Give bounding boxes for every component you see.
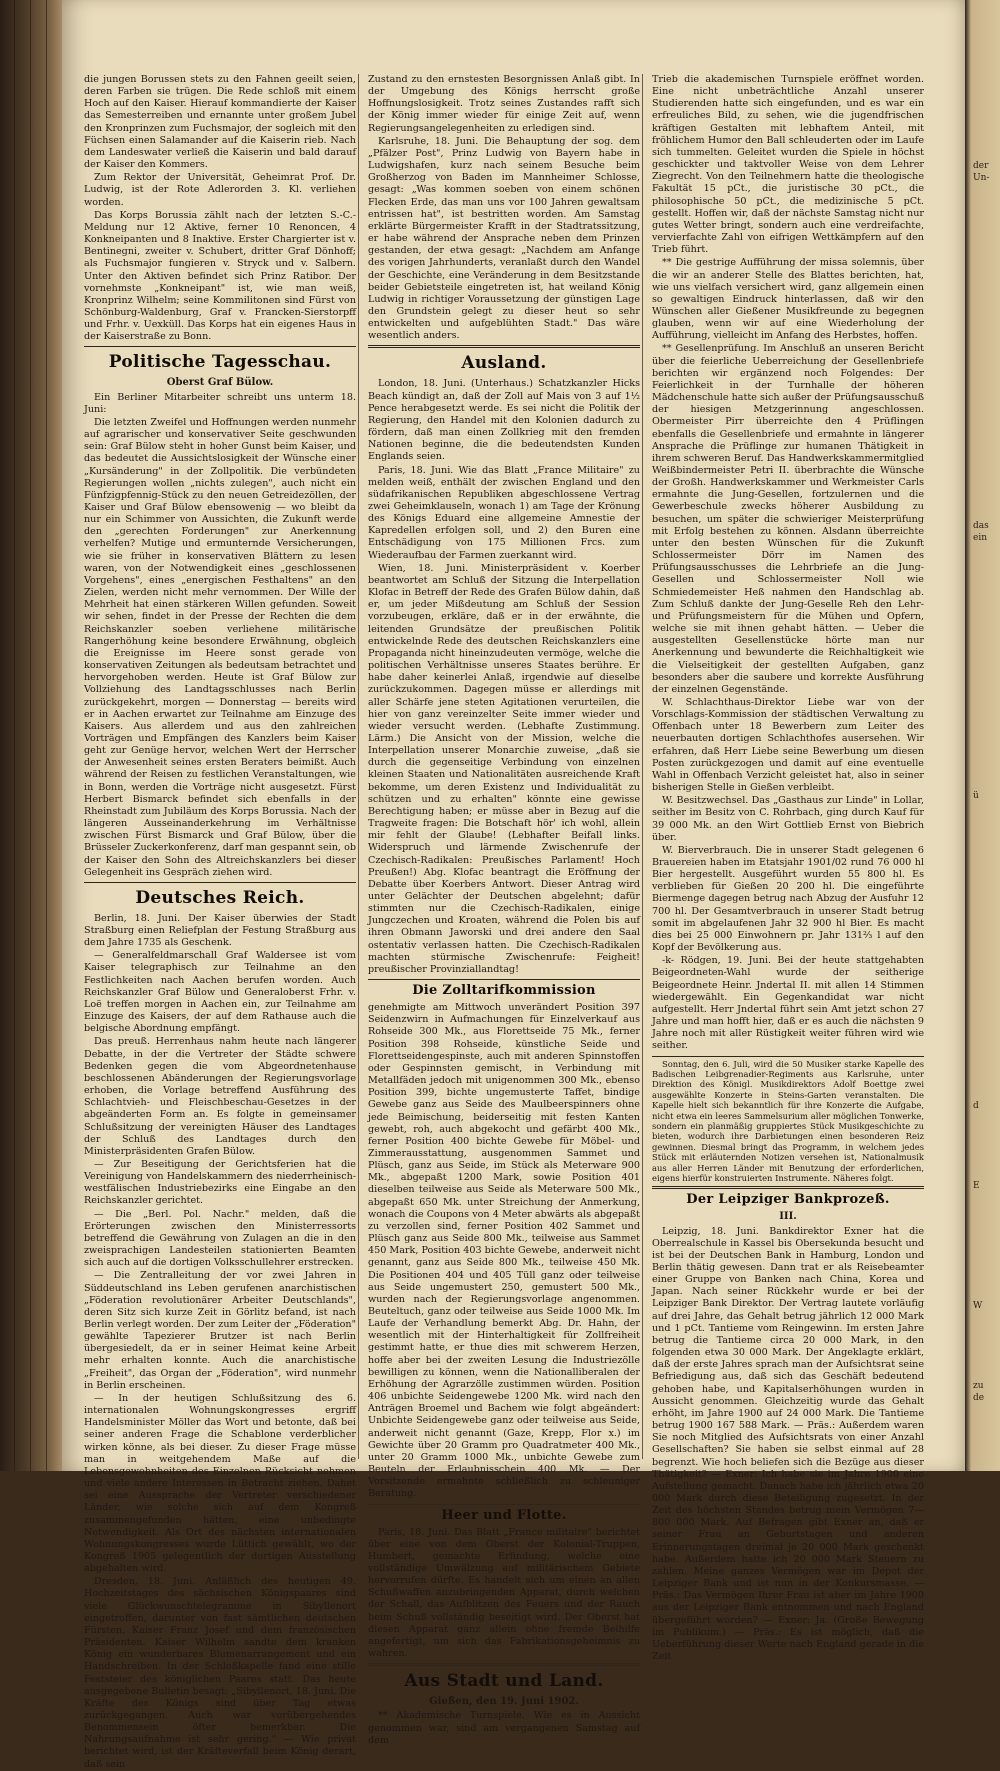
article-foederation: — Die Zentralleitung der vor zwei Jahren in Süddeutschland ins Leben gerufenen anarchistischen „Föderation revolutionärer Arbeiter Deutschlands", deren Sitz sich kurze Zeit in Görlitz befand, ist nach Berlin verlegt worden. Der zum Leiter der „Föderation" gewählte Tapezierer Brutzer ist nach Berlin übergesiedelt, da er in seiner Heimat keine Arbeit mehr erhalten konnte. Auch die anarchistische „Freiheit", das Organ der „Föderation", wird nunmehr in Berlin erscheinen.: [84, 1270, 356, 1391]
edge-fragment: ü: [973, 791, 979, 801]
edge-fragment: W: [973, 1301, 983, 1311]
article-heer: Paris, 18. Juni. Das Blatt „France militaire" berichtet über eine von dem Oberst der Kolonial-Truppen, Humbert, gemachte Erfindung, welche eine vollständige Umwälzung auf militärischem Gebiete hervorrufen dürfte. Es handelt sich um einen an allen Schußwaffen anzubringenden Apparat, durch welchen der Schall, das Aufblitzen des Feuers und der Rauch beim Schuß vollständig beseitigt wird. Der Oberst hat diesen Apparat ganz allein ohne fremde Beihilfe angefertigt, um sich das Fabrikationsgeheimnis zu wahren.: [368, 1526, 640, 1660]
article-berlin: Berlin, 18. Juni. Der Kaiser überwies der Stadt Straßburg einen Reliefplan der Festung Straßburg aus dem Jahre 1735 als Geschenk.: [84, 912, 356, 949]
section-divider: [368, 1504, 640, 1505]
article-london: London, 18. Juni. (Unterhaus.) Schatzkanzler Hicks Beach kündigt an, daß der Zoll auf Mais von 3 auf 1½ Pence herabgesetzt werde. Es sei nicht die Politik der Regierung, den Handel mit den Kolonien dadurch zu fördern, daß man einen Zollkrieg mit den fremden Nationen beginne, die die bedeutendsten Kunden Englands seien.: [368, 378, 640, 463]
article-gerichtsferien: — Zur Beseitigung der Gerichtsferien hat die Vereinigung von Handelskammern des niederrheinisch-westfälischen Industriebezirks eine Eingabe an den Reichskanzler gerichtet.: [84, 1158, 356, 1207]
article-dresden: Dresden, 18. Juni. Anläßlich des heutigen 49. Hochzeitstages des sächsischen Königspaares sind viele Glückwunschtelegramme in Sibyllenort eingetroffen, darunter von fast sämtlichen deutschen Fürsten, Kaiser Franz Josef und dem französischen Präsidenten. Kaiser Wilhelm sandte dem kranken König ein wunderbares Blumenarrangement und ein Handschreiben. In der Schloßkapelle fand eine stille Feststeier des königlichen Paares statt. Das heute ausgegebene Bulletin besagt: „Sibyllenort, 18. Juni. Die Kräfte des Königs sind über Tag etwas zurückgegangen. Auch war vorübergehendes Benommensein öfter bemerkbar. Die Nahrungsaufnahme ist sehr gering." — Wie privat berichtet wird, ist der Kräfteverfall beim König derart, daß sein: [84, 1576, 356, 1770]
section-heading-zolltarif: Die Zolltarifkommission: [412, 983, 596, 999]
section-heading-stadt: Aus Stadt und Land.: [404, 1671, 604, 1692]
column-left: [84, 74, 356, 1770]
column-rule: [358, 74, 359, 1459]
column-right: [652, 74, 924, 1662]
article-buelow: Die letzten Zweifel und Hoffnungen werden nunmehr auf agrarischer und konservativer Seite geschwunden sein: Graf Bülow steht in hoher Gunst beim Kaiser, und das bedeutet die Aussichtslosigkeit der Wünsche einer „Kursänderung" in der Zollpolitik. Die verbündeten Regierungen wollen „nichts zulegen", auch nicht ein Fünfzigpfennig-Stück zu den neuen Getreidezöllen, der Kaiser und Graf Bülow ebensowenig — wo bleibt da nur ein Schimmer von Aussichten, die Zukunft werde den „gerechten Forderungen" zur Anerkennung verhelfen? Mutige und ermunternde Versicherungen, wie sie früher in konservativen Blättern zu lesen waren, von der Notwendigkeit eines „geschlossenen Vorgehens", eines „energischen Festhaltens" an den Zielen, werden nicht mehr vernommen. Der Wille der Mehrheit hat einen stärkeren Willen gefunden. Soweit wir sehen, findet in der Presse der Rechten die dem Reichskanzler soeben verliehene militärische Rangerhöhung keine besondere Erwähnung, obgleich die Ereignisse im Heere sonst gerade von konservativen Zeitungen als bedeutsam betrachtet und hervorgehoben werden. Heute ist Graf Bülow zur Vollziehung des Landtagsschlusses nach Berlin zurückgekehrt, morgen — Donnerstag — bereits wird er in Aachen erwartet zur Teilnahme am Einzuge des Kaisers. Aus allerdem und aus den zahlreichen Vorträgen und Empfängen des Kanzlers beim Kaiser geht zur Genüge hervor, welchen Wert der Herrscher der Anwesenheit seines ersten Beraters beimißt. Auch während der Reisen zu festlichen Veranstaltungen, wie in Bonn, werden die Vorträge nicht ausgesetzt. Fürst Herbert Bismarck befindet sich ebenfalls in der Rheinstadt zum Jubiläum des Korps Borussia. Nach der längeren Ausseinanderkehrung im Verhältnisse zwischen Fürst Bismarck und Graf Bülow, über die Brüsseler Zuckerkonferenz, darf man gespannt sein, ob der Kaiser den Sohn des Altreichskanzlers bei dieser Gelegenheit ins Gespräch ziehen wird.: [84, 416, 356, 878]
edge-fragment: ein: [973, 533, 988, 543]
edge-fragment: zu: [973, 1381, 984, 1391]
subheading-buelow: Oberst Graf Bülow.: [166, 377, 274, 389]
section-divider: [84, 882, 356, 883]
section-divider: [368, 345, 640, 348]
section-divider: [368, 1663, 640, 1666]
article-zolltarif: genehmigte am Mittwoch unverändert Position 397 Seidenzwirn in Aufmachungen für Einzelverkauf aus Rohseide 300 Mk., aus Florettseide 75 Mk., ferner Position 398 Rohseide, künstliche Seide und Florettseidengespinste, auch mit anderen Spinnstoffen oder Gespinnsten gemischt, in Verbindung mit Metallfäden jedoch mit unigenommen 300 Mk., ebenso Position 399, bichte ungemusterte Taffet, bindige Gewebe ganz aus Seide des Maulbeerspinners ohne jede Beimischung, beiderseitig mit festen Kanten gewebt, roh, auch abgekocht und gefärbt 400 Mk., ferner Position 400 bichte Gewebe für Möbel- und Zimmerausstattung, ausgenommen Sammet und Plüsch, ganz aus Seide, im Stück als Meterware 900 Mk., abgepaßt 1200 Mark, sowie Position 401 dieselben teilweise aus Seide als Meterware 500 Mk., abgepaßt 650 Mk. unter Streichung der Anmerkung, wonach die Coupons von 4 Meter abwärts als abgepaßt zu verzollen sind, ferner Position 402 Sammet und Plüsch ganz aus Seide 800 Mk., teilweise aus Sammet 450 Mark, Position 403 bichte Gewebe, anderweit nicht genannt, ganz aus Seide 800 Mk., teilweise 450 Mk. Die Positionen 404 und 405 Tüll ganz oder teilweise aus Seide ungemustert 250, gemustert 500 Mk., wurden nach der Regierungsvorlage angenommen. Beuteltuch, ganz oder teilweise aus Seide 1000 Mk. Im Laufe der Verhandlung bemerkt Abg. Dr. Hahn, der wesentlich mit der Hinterhaltigkeit für Zollfreiheit gestimmt hatte, er thue dies mit schwerem Herzen, hoffe aber bei der zweiten Lesung die Industriezölle bewilligen zu können, wenn die Nationalliberalen der Erhöhung der Agrarzölle zustimmen würden. Position 406 unbichte Seidengewebe 1200 Mk. wird nach den Anträgen Broemel und Bachem wie folgt abgeändert: Unbichte Seidengewebe ganz oder teilweise aus Seide, anderweit nicht genannt (Gaze, Krepp, Flor x.) im Gewichte über 20 Gramm pro Quadratmeter 400 Mk., unter 20 Gramm 1000 Mk., unbichte Gewebe zum Beuteln der Erlaubnisschein 400 Mk. — Der Vorsitzende ermahnte schließlich zu schleuniger Beratung.: [368, 1002, 640, 1500]
section-divider: [652, 1186, 924, 1189]
edge-fragment: E: [973, 1181, 980, 1191]
section-divider: [368, 979, 640, 980]
column-rule: [642, 74, 643, 1459]
notice-konzert: Sonntag, den 6. Juli, wird die 50 Musiker starke Kapelle des Badischen Leibgrenadier-Regiments aus Karlsruhe, unter Direktion des Königl. Musikdirektors Adolf Boettge zwei ausgewählte Konzerte in Steins-Garten veranstalten. Die Kapelle hielt sich bekanntlich für ihre Konzerte die Aufgabe, nicht etwa ein leeres Sammelsurium aller möglichen Tonwerke, sondern ein planmäßig gruppiertes Stück Musikgeschichte zu bieten, wodurch ihre Darbietungen einen besonderen Reiz gewinnen. Diesmal bringt das Programm, in welchem jedes Stück mit erläuternden Notizen versehen ist, Nationalmusik aus aller Herren Länder mit Benutzung der erforderlichen, eigens hierfür konstruierten Instrumente. Näheres folgt.: [652, 1058, 924, 1183]
article-turnspiele-cont: Trieb die akademischen Turnspiele eröffnet worden. Eine nicht unbeträchtliche Anzahl unserer Studierenden hatte sich eingefunden, und es war ein erfreuliches Bild, zu sehen, wie die jugendfrischen kräftigen Gestalten mit lebhaftem Anteil, mit fröhlichem Humor den Ball schleuderten oder im Laufe sich tummelten. Geleitet wurden die Spiele in höchst geschickter und taktvoller Weise von dem Lehrer Ziegrecht. Von den Teilnehmern hatte die theologische Fakultät 15 pCt., die juristische 30 pCt., die philosophische 50 pCt., die medizinische 5 pCt. gestellt. Hoffen wir, daß der nächste Samstag nicht nur gutes Wetter bringt, sondern auch eine verdreifachte, vervierfachte Zahl von eifrigen Wettkämpfern auf den Trieb führt.: [652, 74, 924, 256]
section-heading-politik: Politische Tagesschau.: [108, 352, 332, 373]
section-heading-heer: Heer und Flotte.: [441, 1507, 567, 1523]
article-schlachthaus: W. Schlachthaus-Direktor Liebe war von der Vorschlags-Kommission der städtischen Verwaltung zu Offenbach unter 18 Bewerbern zum Leiter des neuerbauten dortigen Schlachthofes ausersehen. Wir erfahren, daß Herr Liebe seine Bewerbung um diesen Posten zurückgezogen und damit auf eine eventuelle Wahl in Offenbach Verzicht geleistet hat, also in seiner bisherigen Stelle in Gießen verbleibt.: [652, 696, 924, 794]
article-borussia-end: die jungen Borussen stets zu den Fahnen geeilt seien, deren Farben sie trügen. Die Rede schloß mit einem Hoch auf den Kaiser. Hierauf kommandierte der Kaiser das Semesterreiben und ernannte unter großem Jubel den Kronprinzen zum Fuchsmajor, der sogleich mit den Füchsen einen Salamander auf die Kaiserin rieb. Nach dem Landeswater verließ die Kaiserin und bald darauf der Kaiser den Kommers.: [84, 74, 356, 171]
adjacent-page-edge: [965, 0, 1000, 1471]
edge-fragment: de: [973, 1393, 985, 1403]
article-wohnungskongress: — In der heutigen Schlußsitzung des 6. internationalen Wohnungskongresses ergriff Handelsminister Möller das Wort und betonte, daß bei seiner anderen Frage die Schablone verderblicher wirken könne, als bei dieser. Zu dieser Frage müsse man in weitgehendem Maße auf die Lebensgewohnheiten des Einzelnen Rücksicht nehmen und viele andere Interessen in Betracht ziehen. Dahet sei eine Aussprache der Vertreter verschiedener Länder, wie solche sich auf dem Kongreß zusammengefunden hätten, eine unbedingte Notwendigkeit. Als Ort des nächsten internationalen Wohnungskongresses wurde Lüttich gewählt, wo der Kongreß 1905 gelegentlich der dortigen Ausstellung abgehalten wird.: [84, 1392, 356, 1575]
article-gesellenpruefung: ** Gesellenprüfung. Im Anschluß an unseren Bericht über die feierliche Ueberreichung der Gesellenbriefe berichten wir ergänzend noch Folgendes: Der Feierlichkeit in der Turnhalle der höheren Mädchenschule hatte sich außer der Prüfungsausschuß der hiesigen Metzgerinnung angeschlossen. Obermeister Pirr überreichte den 4 Prüflingen ebenfalls die Gesellenbriefe und ermahnte in längerer Ansprache die Prüflinge zur humanen Thätigkeit in ihrem schweren Beruf. Das Handwerkskammermitglied Weißbindermeister Petri II. überbrachte die Wünsche der Großh. Handwerkskammer und Werkmeister Carls ermahnte die Jung-Gesellen, fortzulernen und die Gewerbeschule zwecks höherer Ausbildung zu besuchen, um später die schwieriger Meisterprüfung mit Erfolg bestehen zu können. Alsdann überreichte unter den besten Wünschen für die Zukunft Schlossermeister Dörr im Namen des Prüfungsausschusses die Lehrbriefe an die Jung-Gesellen und Schlossermeister Noll wie Schmiedemeister Heß nahmen den Handschlag ab. Zum Schluß dankte der Jung-Geselle Reh den Lehr- und Prüfungsmeistern für die Mühen und Opfern, welche sie mit ihnen gehabt hätten. — Ueber die ausgestellten Gesellenstücke hörte man nur Anerkennung und bewunderte die Reichhaltigkeit wie die Vielseitigkeit der gestellten Aufgaben, ganz besonders aber die saubere und korrekte Ausführung der einzelnen Gegenstände.: [652, 343, 924, 695]
article-leipzig: Leipzig, 18. Juni. Bankdirektor Exner hat die Oberrealschule in Kassel bis Obersekunda besucht und ist bei der Deutschen Bank in Hamburg, London und Berlin thätig gewesen. Dann trat er als Reisebeamter einer Gruppe von Banken nach China, Korea und Japan. Nach seiner Rückkehr wurde er bei der Leipziger Bank Direktor. Der Vertrag lautete vorläufig auf drei Jahre, das Gehalt betrug jährlich 12 000 Mark und 1 pCt. Tantieme vom Reingewinn. Im ersten Jahre betrug die Tantieme circa 20 000 Mark, in den folgenden etwa 30 000 Mark. Der Angeklagte erklärt, daß der erste Jahres sprach man der Aufsichtsrat seine Befriedigung aus, daß sich das Geschäft bedeutend gehoben habe, und Kapitalserhöhungen wurden in Aussicht genommen. Gleichzeitig wurde das Gehalt erhöht, im Jahre 1900 auf 24 000 Mark. Die Tantieme betrug 1900 167 588 Mark. — Präs.: Außerdem waren Sie noch Mitglied des Aufsichtsrats von einer Anzahl Gesellschaften? Sie haben sie selbst einmal auf 28 begrenzt. Wie hoch beliefen sich die Bezüge aus dieser Thätigkeit? — Exner: Ich habe sie im Jahre 1900 eine Aufstellung gemacht. Danach habe ich jährlich etwa 20 000 Mark durch diese Beteiligung zugesetzt. In der Zeit des höchsten Standes betrug mein Vermögen 7—800 000 Mark. Auf Befragen gibt Exner an, daß er seiner Frau an Geburtstagen und anderen Erinnerungstagen dreimal je 20 000 Mark geschenkt habe. Außerdem hatte ich 20 000 Mark Steuern zu zahlen. Meine ganzes Vermögen war im Depot der Leipziger Bank und ist nun in der Konkursmasse. — Präs.: Das Vermögen Ihrer Frau ist aber im Jahre 1900 aus der Leipziger Bank entnommen und nach England übergeführt worden? — Exner: Ja. (Große Bewegung im Publikum.) — Präs.: Es ist möglich, daß die Ueberführung dieser Werte nach England gerade in die Zeit: [652, 1225, 924, 1662]
article-herrenhaus: Das preuß. Herrenhaus nahm heute nach längerer Debatte, in der die Vertreter der Städte schwere Bedenken gegen die vom Abgeordnetenhause beschlossenen Abänderungen der Regierungsvorlage erhoben, die Vorlage betreffend Ausführung des Schlachtvieh- und Fleischbeschau-Gesetzes in der abgeänderten Form an. Es folgte in gemeinsamer Schlußsitzung der vereinigten Häuser des Landtages der Schluß des Landtages durch den Ministerpräsidenten Grafen Bülow.: [84, 1036, 356, 1157]
subheading-part-iii: III.: [779, 1211, 797, 1223]
article-paris: Paris, 18. Juni. Wie das Blatt „France Militaire" zu melden weiß, enthält der zwischen England und den südafrikanischen Republiken abgeschlossene Vertrag zwei Geheimklauseln, wonach 1) am Tage der Krönung des Königs Eduard eine allgemeine Amnestie der Kapredellen erfolgen soll, und 2) den Buren eine Entschädigung von 175 Millionen Frcs. zum Wiederaufbau der Farmen zuerkannt wird.: [368, 464, 640, 561]
edge-fragment: Un-: [973, 173, 990, 183]
section-heading-bankprozess: Der Leipziger Bankprozeß.: [686, 1192, 890, 1208]
section-heading-reich: Deutsches Reich.: [135, 887, 305, 908]
edge-fragment: d: [973, 1101, 979, 1111]
article-waldersee: — Generalfeldmarschall Graf Waldersee ist vom Kaiser telegraphisch zur Teilnahme an den Festlichkeiten nach Aachen berufen worden. Auch Reichskanzler Graf Bülow und Generaloberst Frhr. v. Loë treffen morgen in Aachen ein, zur Teilnahme am Einzuge des Kaisers, der auf dem Rathause auch die belgische Abordnung empfängt.: [84, 950, 356, 1035]
article-koenig-zustand: Zustand zu den ernstesten Besorgnissen Anlaß gibt. In der Umgebung des Königs herrscht große Hoffnungslosigkeit. Trotz seines Zustandes rafft sich der König immer wieder für einige Zeit auf, wenn Regierungsangelegenheiten zu erledigen sind.: [368, 74, 640, 134]
article-turnspiele: ** Akademische Turnspiele. Wie es in Aussicht genommen war, sind am vergangenen Samstag auf dem: [368, 1710, 640, 1746]
article-karlsruhe: Karlsruhe, 18. Juni. Die Behauptung der sog. dem „Pfälzer Post", Prinz Ludwig von Bayern habe in Ludwigshafen, kurz nach seinem Besuche beim Großherzog von Baden im Mannheimer Schlosse, gesagt: „Was kommen soeben von einem schönen Flecken Erde, das man uns vor 100 Jahren gewaltsam entrissen hat", ist bestritten worden. Am Samstag erklärte Bürgermeister Krafft in der Stadtratssitzung, er habe während der Ansprache neben dem Prinzen gestanden, der etwa gesagt: „Nachdem am Anfange des vorigen Jahrhunderts, veranlaßt durch den Wandel der Geschichte, eine Veränderung in dem Besitzstande beider Gebietsteile eingetreten ist, hat weiland König Ludwig in richtiger Voraussetzung der günstigen Lage den Grundstein gelegt zu dieser heut so sehr entwickelten und aufgeblühten Stadt." Das wäre wesentlich anders.: [368, 135, 640, 342]
edge-fragment: das: [973, 521, 989, 531]
column-middle: [368, 74, 640, 1746]
article-berliner: Ein Berliner Mitarbeiter schreibt uns unterm 18. Juni:: [84, 391, 356, 415]
article-besitzwechsel: W. Besitzwechsel. Das „Gasthaus zur Linde" in Lollar, seither im Besitz von C. Rohrbach, ging durch Kauf für 39 000 Mk. an den Wirt Gottlieb Ernst von Biebrich über.: [652, 795, 924, 843]
article-korps-borussia: Das Korps Borussia zählt nach der letzten S.-C.-Meldung nur 12 Aktive, ferner 10 Renoncen, 4 Konkneipanten und 8 Inaktive. Erster Chargierter ist v. Bentinegni, zweiter v. Schubert, dritter Graf Dönhoff; als Fuchsmajor fungieren v. Stryck und v. Salbern. Unter den Aktiven befindet sich Prinz Ratibor. Der vornehmste „Konkneipant" ist, wie man weiß, Kronprinz Wilhelm; seine Kommilitonen sind Fürst von Schönburg-Waldenburg, Graf v. Francken-Sierstorpff und Frhr. v. Uexküll. Das Korps hat ein eigenes Haus in der Kaiserstraße zu Bonn.: [84, 209, 356, 343]
article-missa: ** Die gestrige Aufführung der missa solemnis, über die wir an anderer Stelle des Blattes berichten, hat, wie uns vielfach versichert wird, ganz allgemein einen so gewaltigen Eindruck hinterlassen, daß wir den Wünschen aller Gießener Musikfreunde zu begegnen glauben, wenn wir auf eine Wiederholung der Aufführung, vielleicht im Anfang des Herbstes, hoffen.: [652, 257, 924, 342]
section-divider: [652, 1056, 924, 1057]
book-spine: [0, 0, 62, 1471]
section-heading-ausland: Ausland.: [461, 353, 547, 374]
article-bierverbrauch: W. Bierverbrauch. Die in unserer Stadt gelegenen 6 Brauereien haben im Etatsjahr 1901/02 rund 76 000 hl Bier hergestellt. Ausgeführt wurden 55 800 hl. Es verblieben für Gießen 20 200 hl. Die eingeführte Biermenge dagegen betrug nach Abzug der Ausfuhr 12 700 hl. Der Gesamtverbrauch in unserer Stadt betrug somit im abgelaufenen Jahr 32 900 hl Bier. Es macht dies bei 25 000 Einwohnern pr. Jahr 131⅔ l auf den Kopf der Bevölkerung aus.: [652, 844, 924, 954]
section-divider: [84, 346, 356, 347]
article-roedgen: -k- Rödgen, 19. Juni. Bei der heute stattgehabten Beigeordneten-Wahl wurde der seitherige Beigeordnete Heinr. Jndertal II. mit allen 14 Stimmen wiedergewählt. Ein Gegenkandidat war nicht aufgestellt. Herr Jndertal führt sein Amt jetzt schon 27 Jahre und man hofft hier, daß er es auch die nächsten 9 Jahre noch mit aller Rüstigkeit weiter führen wird wie seither.: [652, 955, 924, 1052]
dateline-giessen: Gießen, den 19. Juni 1902.: [429, 1696, 579, 1708]
article-wien: Wien, 18. Juni. Ministerpräsident v. Koerber beantwortet am Schluß der Sitzung die Interpellation Klofac in Betreff der Rede des Grafen Bülow dahin, daß er, um jeder Mißdeutung am Schluß der Session vorzubeugen, erkläre, daß er in der erwähnte, die leitenden Grundsätze der preußischen Politik entwickelnde Rede des deutschen Reichskanzlers eine Propaganda nicht hineinzudeuten vermöge, welche die politischen Verhältnisse unseres Staates berühre. Er habe daher keinerlei Anlaß, irgendwie auf dieselbe zurückzukommen. Dagegen müsse er allerdings mit aller Schärfe jene steten Agitationen verurteilen, die hier von ganz vereinzelter Seite immer wieder und wieder versucht werden. (Lebhafte Zustimmung. Lärm.) Die Ansicht von der Mission, welche die Interpellation unserer Monarchie zuweise, „daß sie durch die gegenseitige Verbindung von einzelnen kleinen Staaten und Nationalitäten ausreichende Kraft bekomme, um deren Existenz und Individualität zu schützen und zu erhalten" könnte eine gewisse Berechtigung haben; er müsse aber in Bezug auf die Tragweite fragen: Die Botschaft hör' ich wohl, allein mir fehlt der Glaube! (Lebhafter Beifall links. Widerspruch und lärmende Zwischenrufe der Czechisch-Radikalen: Preußisches Parlament! Hoch Preußen!) Abg. Klofac beantragt die Eröffnung der Debatte über Koerbers Antwort. Dieser Antrag wird unter Gelächter der Deutschen abgelehnt; dafür stimmten nur die Czechisch-Radikalen, einige Jungczechen und Kroaten, während die Polen bis auf ihren Obmann Jaworski und drei andere den Saal ostentativ verlassen hatten. Die Czechisch-Radikalen machten stürmische Zwischenrufe: Feigheit! preußischer Provinziallandtag!: [368, 562, 640, 975]
article-pol-nachr: — Die „Berl. Pol. Nachr." melden, daß die Erörterungen zwischen den Ministerressorts betreffend die Gewährung von Zulagen an die in den zweisprachigen Landesteilen stationierten Beamten sich auch auf die dortigen Volksschullehrer erstrecken.: [84, 1208, 356, 1269]
newspaper-page: [62, 0, 965, 1770]
edge-fragment: der: [973, 161, 989, 171]
article-rektor: Zum Rektor der Universität, Geheimrat Prof. Dr. Ludwig, ist der Rote Adlerorden 3. Kl. verliehen worden.: [84, 172, 356, 208]
